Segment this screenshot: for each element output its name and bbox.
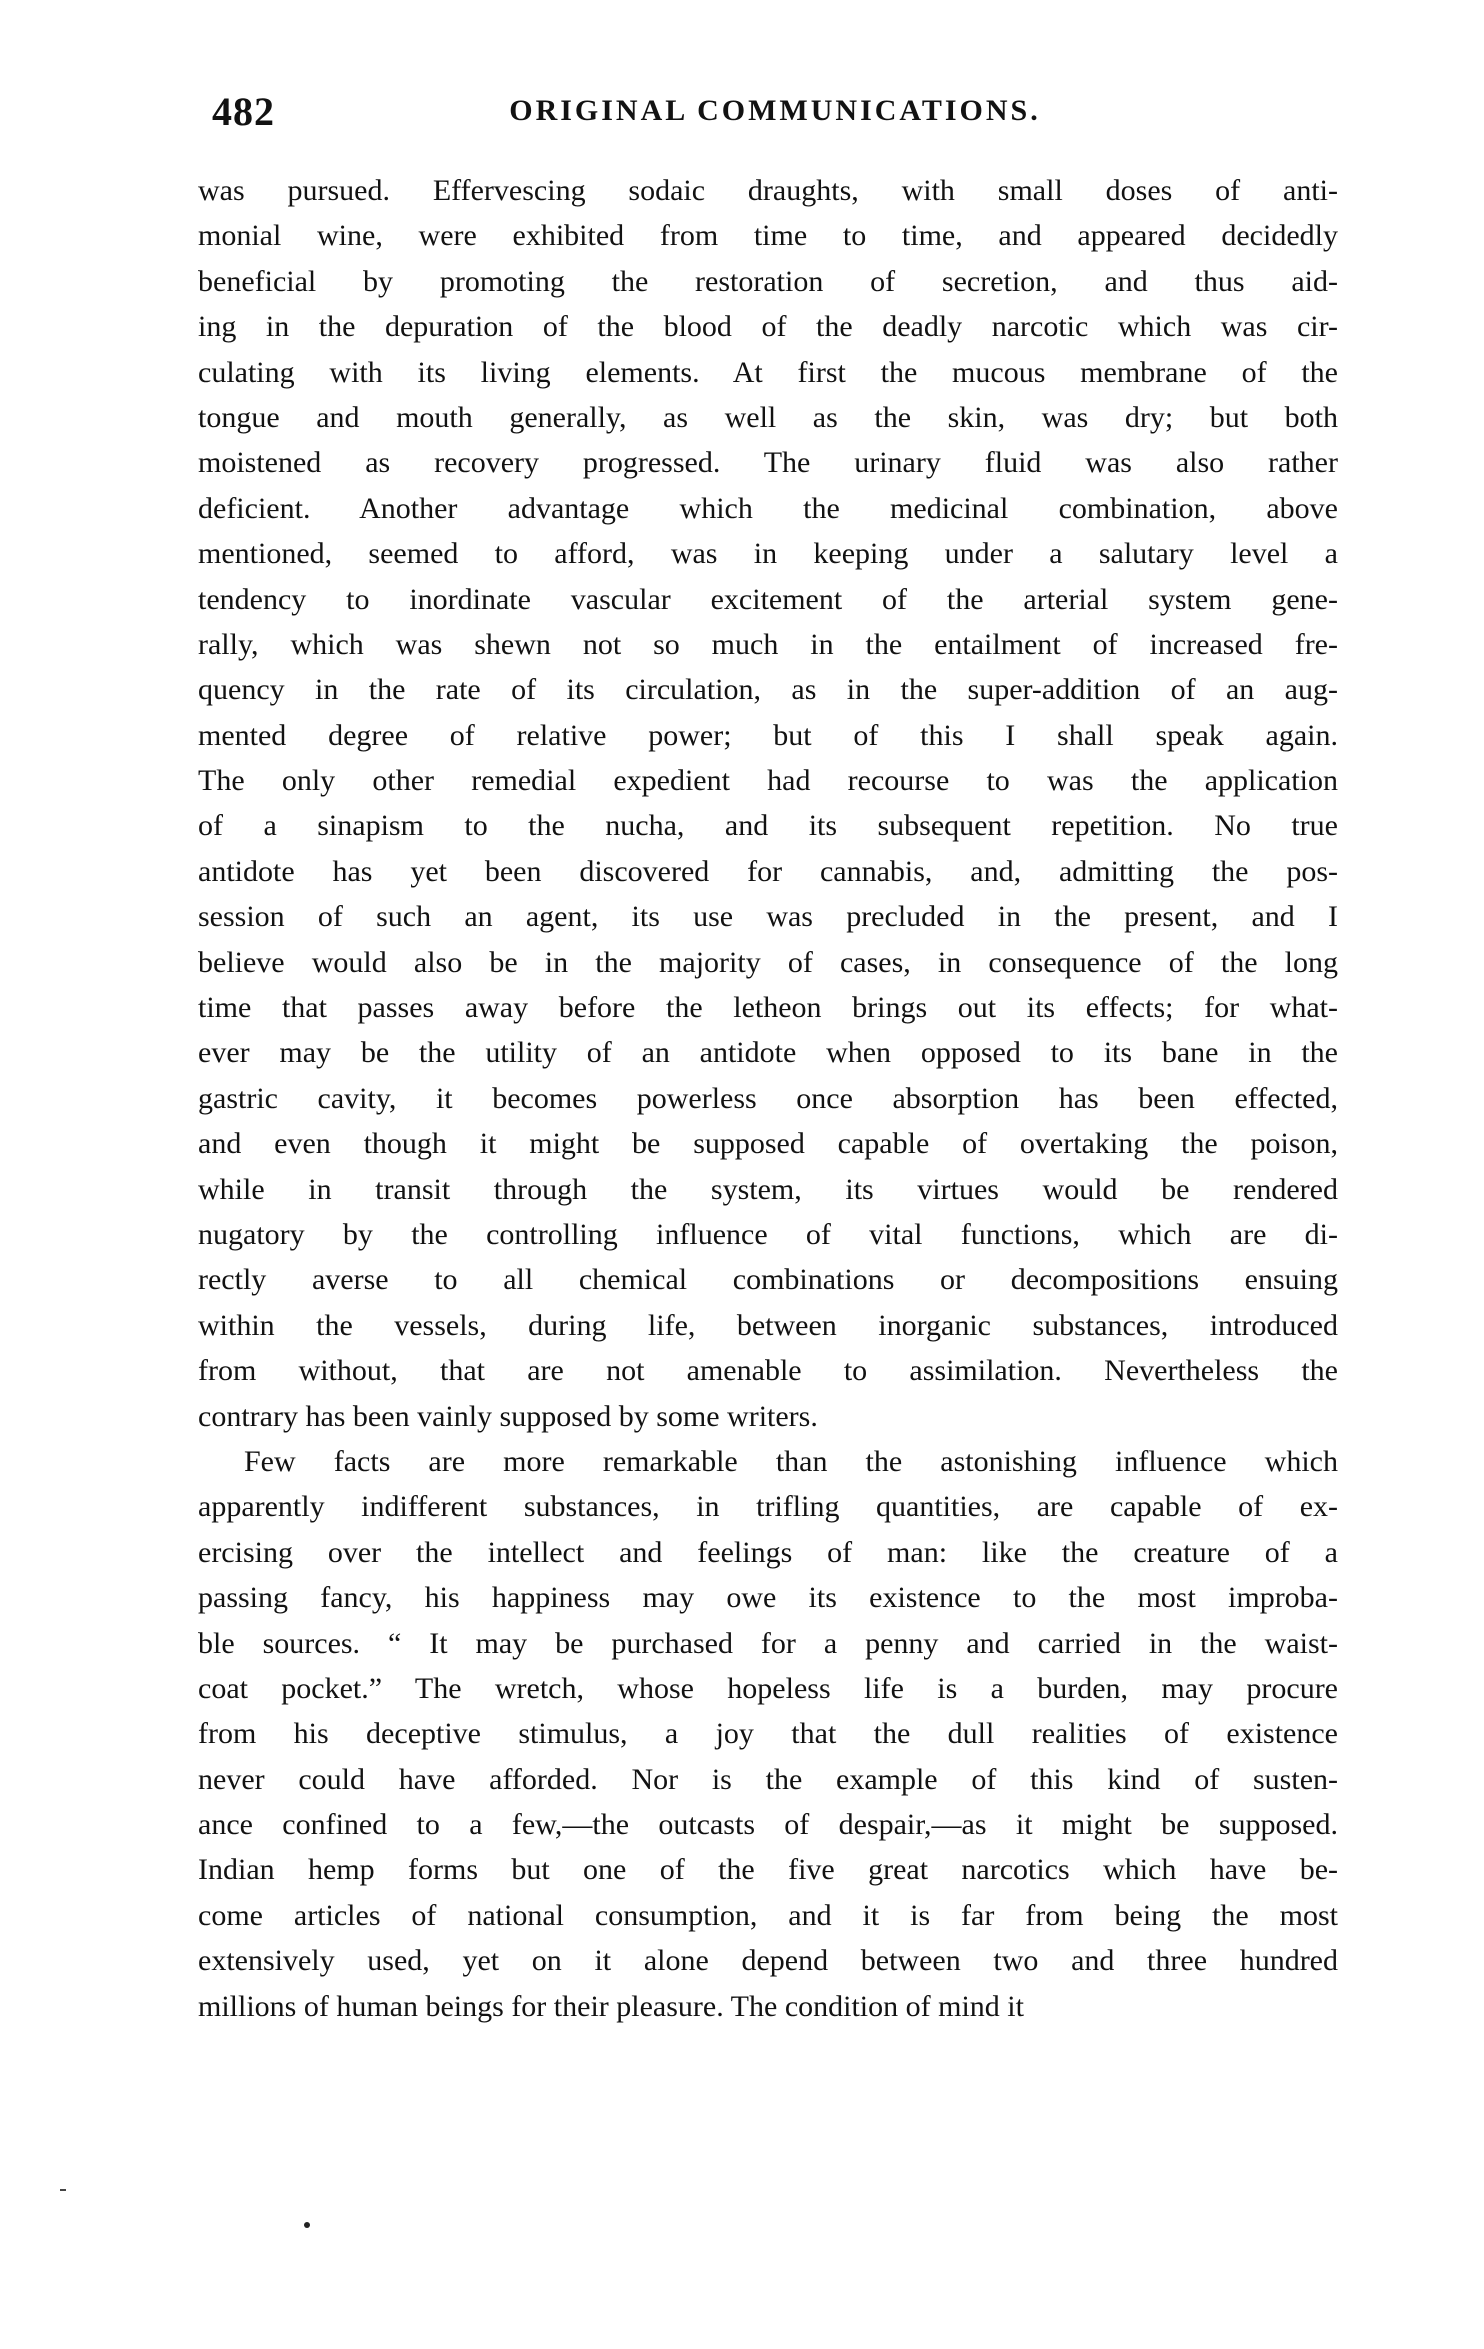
text-line: time that passes away before the letheon brings out its effects; for what- <box>198 991 1338 1025</box>
text-line: Few facts are more remarkable than the astonishing influence which <box>244 1444 1338 1478</box>
text-line: never could have afforded. Nor is the example of this kind of susten- <box>198 1762 1338 1796</box>
text-line: quency in the rate of its circulation, as in the super-addition of an aug- <box>198 673 1338 707</box>
text-line: from his deceptive stimulus, a joy that the dull realities of existence <box>198 1717 1338 1751</box>
text-line: come articles of national consumption, and it is far from being the most <box>198 1898 1338 1932</box>
text-line: of a sinapism to the nucha, and its subsequent repetition. No true <box>198 809 1338 843</box>
text-line: culating with its living elements. At first the mucous membrane of the <box>198 355 1338 389</box>
text-line: session of such an agent, its use was precluded in the present, and I <box>198 900 1338 934</box>
text-line: coat pocket.” The wretch, whose hopeless life is a burden, may procure <box>198 1671 1338 1705</box>
page-header <box>212 88 1338 148</box>
text-line: ever may be the utility of an antidote when opposed to its bane in the <box>198 1036 1338 1070</box>
text-line: ance confined to a few,—the outcasts of despair,—as it might be supposed. <box>198 1808 1338 1842</box>
body-text <box>198 168 1338 2029</box>
text-line: believe would also be in the majority of cases, in consequence of the long <box>198 945 1338 979</box>
text-line: passing fancy, his happiness may owe its existence to the most improba- <box>198 1581 1338 1615</box>
text-line: nugatory by the controlling influence of vital functions, which are di- <box>198 1217 1338 1251</box>
page-number: 482 <box>212 89 275 134</box>
text-line: apparently indifferent substances, in trifling quantities, are capable of ex- <box>198 1490 1338 1524</box>
text-line: moistened as recovery progressed. The urinary fluid was also rather <box>198 446 1338 480</box>
text-line: deficient. Another advantage which the medicinal combination, above <box>198 491 1338 525</box>
text-line: ing in the depuration of the blood of the deadly narcotic which was cir- <box>198 310 1338 344</box>
running-head: ORIGINAL COMMUNICATIONS. <box>509 94 1041 127</box>
text-line: antidote has yet been discovered for cannabis, and, admitting the pos- <box>198 854 1338 888</box>
paragraph <box>198 168 1338 1439</box>
text-line: tendency to inordinate vascular excitement of the arterial system gene- <box>198 582 1338 616</box>
stray-mark <box>60 2189 66 2191</box>
text-line: mented degree of relative power; but of this I shall speak again. <box>198 718 1338 752</box>
text-line: and even though it might be supposed capable of overtaking the poison, <box>198 1127 1338 1161</box>
text-line: The only other remedial expedient had recourse to was the application <box>198 764 1338 798</box>
text-line: ercising over the intellect and feelings of man: like the creature of a <box>198 1535 1338 1569</box>
paragraph <box>198 1439 1338 2029</box>
text-line: mentioned, seemed to afford, was in keeping under a salutary level a <box>198 537 1338 571</box>
text-line: Indian hemp forms but one of the five great narcotics which have be- <box>198 1853 1338 1887</box>
text-line: rectly averse to all chemical combinations or decompositions ensuing <box>198 1263 1338 1297</box>
text-line: within the vessels, during life, between inorganic substances, introduced <box>198 1308 1338 1342</box>
text-line: while in transit through the system, its virtues would be rendered <box>198 1172 1338 1206</box>
text-line: monial wine, were exhibited from time to time, and appeared decidedly <box>198 219 1338 253</box>
text-line: rally, which was shewn not so much in the entailment of increased fre- <box>198 627 1338 661</box>
text-line: from without, that are not amenable to assimilation. Nevertheless the <box>198 1354 1338 1388</box>
text-line: beneficial by promoting the restoration of secretion, and thus aid- <box>198 264 1338 298</box>
text-line: gastric cavity, it becomes powerless once absorption has been effected, <box>198 1081 1338 1115</box>
text-line: millions of human beings for their pleasure. The condition of mind it <box>198 1989 1024 2023</box>
text-line: was pursued. Effervescing sodaic draughts, with small doses of anti- <box>198 174 1338 207</box>
text-line: ble sources. “ It may be purchased for a penny and carried in the waist- <box>198 1626 1338 1660</box>
stray-mark <box>304 2222 310 2228</box>
text-line: extensively used, yet on it alone depend between two and three hundred <box>198 1944 1338 1978</box>
text-line: tongue and mouth generally, as well as the skin, was dry; but both <box>198 400 1338 434</box>
text-line: contrary has been vainly supposed by some writers. <box>198 1399 818 1433</box>
